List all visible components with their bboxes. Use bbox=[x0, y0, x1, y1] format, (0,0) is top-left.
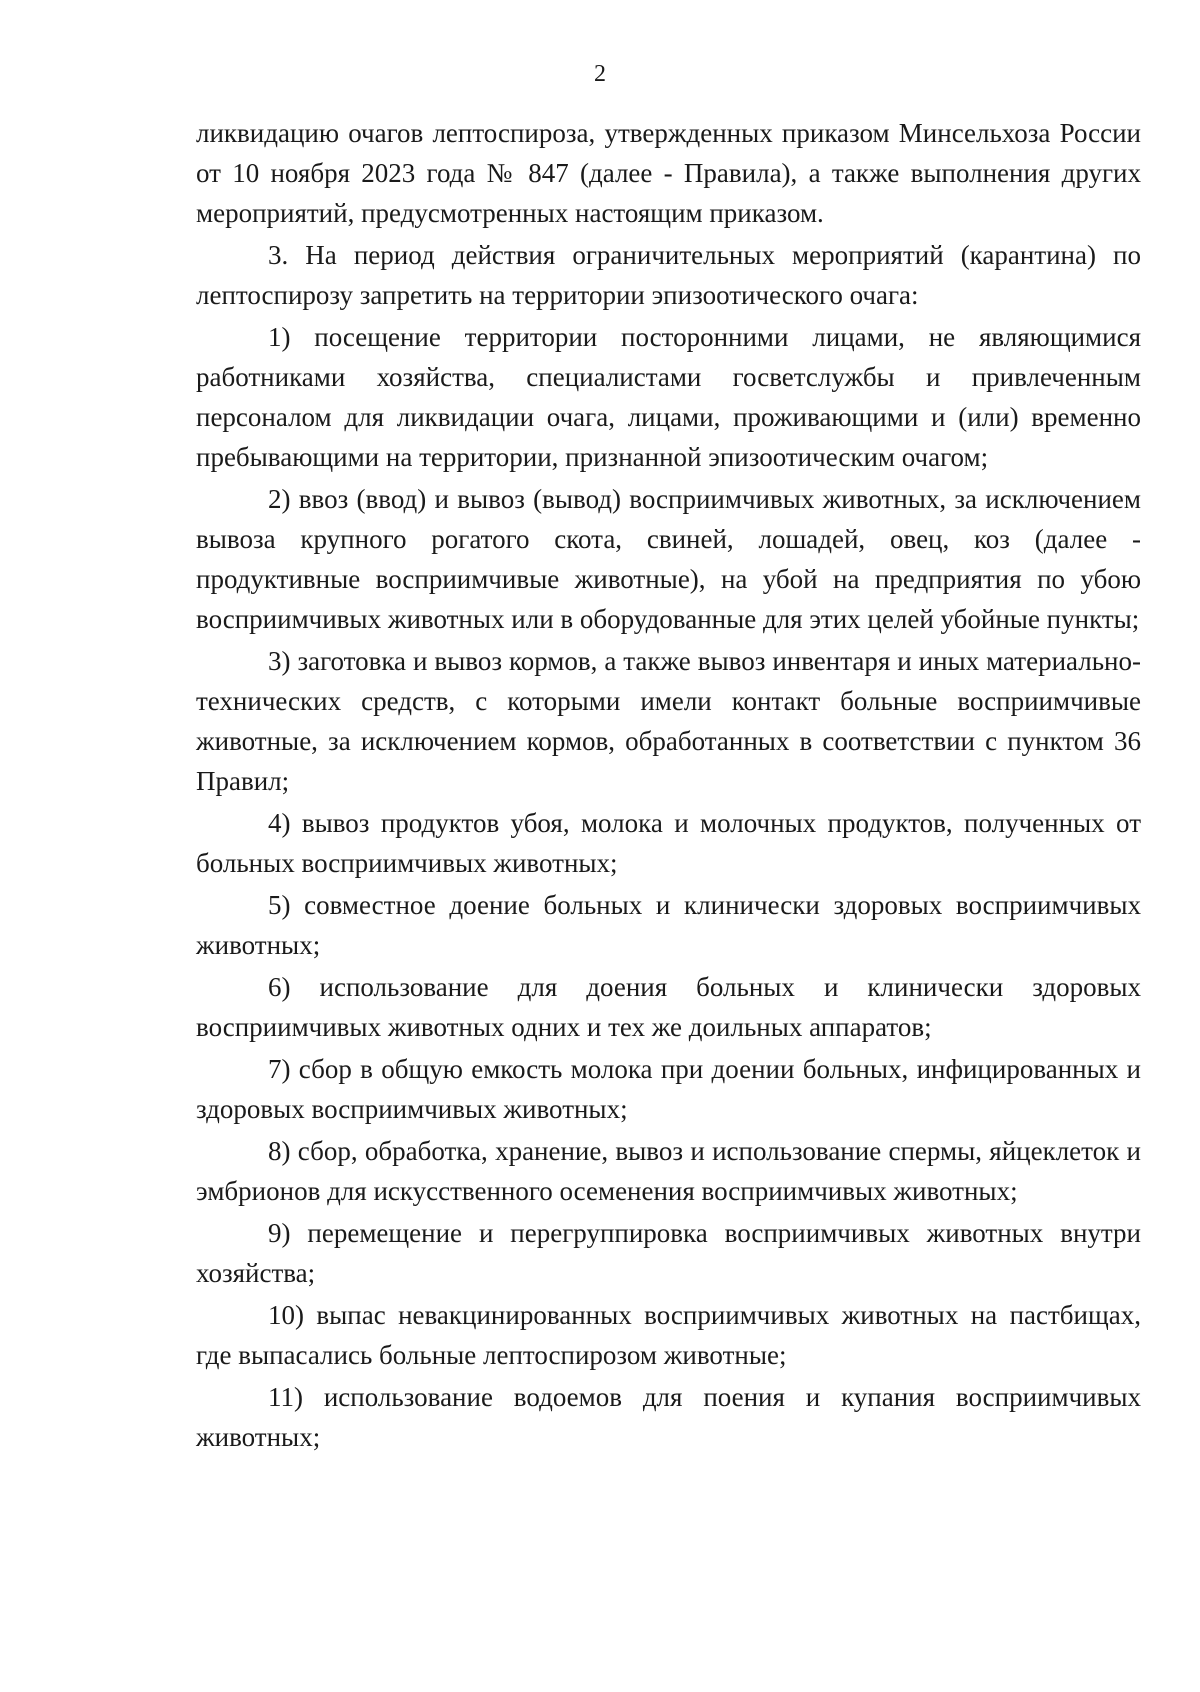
document-body bbox=[196, 113, 1141, 1459]
list-item-4: 4) вывоз продуктов убоя, молока и молочных продуктов, полученных от больных восприимчивых животных; bbox=[196, 808, 1141, 878]
list-item-11: 11) использование водоемов для поения и купания восприимчивых животных; bbox=[196, 1382, 1141, 1452]
page-number: 2 bbox=[594, 61, 606, 87]
list-item-8: 8) сбор, обработка, хранение, вывоз и использование спермы, яйцеклеток и эмбрионов для искусственного осеменения восприимчивых животных; bbox=[196, 1136, 1141, 1206]
paragraph-continuation: ликвидацию очагов лептоспироза, утвержденных приказом Минсельхоза России от 10 ноября 2023 года № 847 (далее - Правила), а также выполнения других мероприятий, предусмотренных настоящим приказом. bbox=[196, 118, 1141, 228]
list-item-2: 2) ввоз (ввод) и вывоз (вывод) восприимчивых животных, за исключением вывоза крупного рогатого скота, свиней, лошадей, овец, коз (далее - продуктивные восприимчивые животные), на убой на предприятия по убою восприимчивых животных или в оборудованные для этих целей убойные пункты; bbox=[196, 484, 1141, 634]
list-item-5: 5) совместное доение больных и клинически здоровых восприимчивых животных; bbox=[196, 890, 1141, 960]
list-item-1: 1) посещение территории посторонними лицами, не являющимися работниками хозяйства, специалистами госветслужбы и привлеченным персоналом для ликвидации очага, лицами, проживающими и (или) временно пребывающими на территории, признанной эпизоотическим очагом; bbox=[196, 322, 1141, 472]
list-item-10: 10) выпас невакцинированных восприимчивых животных на пастбищах, где выпасались больные лептоспирозом животные; bbox=[196, 1300, 1141, 1370]
list-item-9: 9) перемещение и перегруппировка восприимчивых животных внутри хозяйства; bbox=[196, 1218, 1141, 1288]
list-item-6: 6) использование для доения больных и клинически здоровых восприимчивых животных одних и тех же доильных аппаратов; bbox=[196, 972, 1141, 1042]
list-item-7: 7) сбор в общую емкость молока при доении больных, инфицированных и здоровых восприимчивых животных; bbox=[196, 1054, 1141, 1124]
paragraph-item-3: 3. На период действия ограничительных мероприятий (карантина) по лептоспирозу запретить на территории эпизоотического очага: bbox=[196, 240, 1141, 310]
list-item-3: 3) заготовка и вывоз кормов, а также вывоз инвентаря и иных материально-технических средств, с которыми имели контакт больные восприимчивые животные, за исключением кормов, обработанных в соответствии с пунктом 36 Правил; bbox=[196, 646, 1141, 796]
